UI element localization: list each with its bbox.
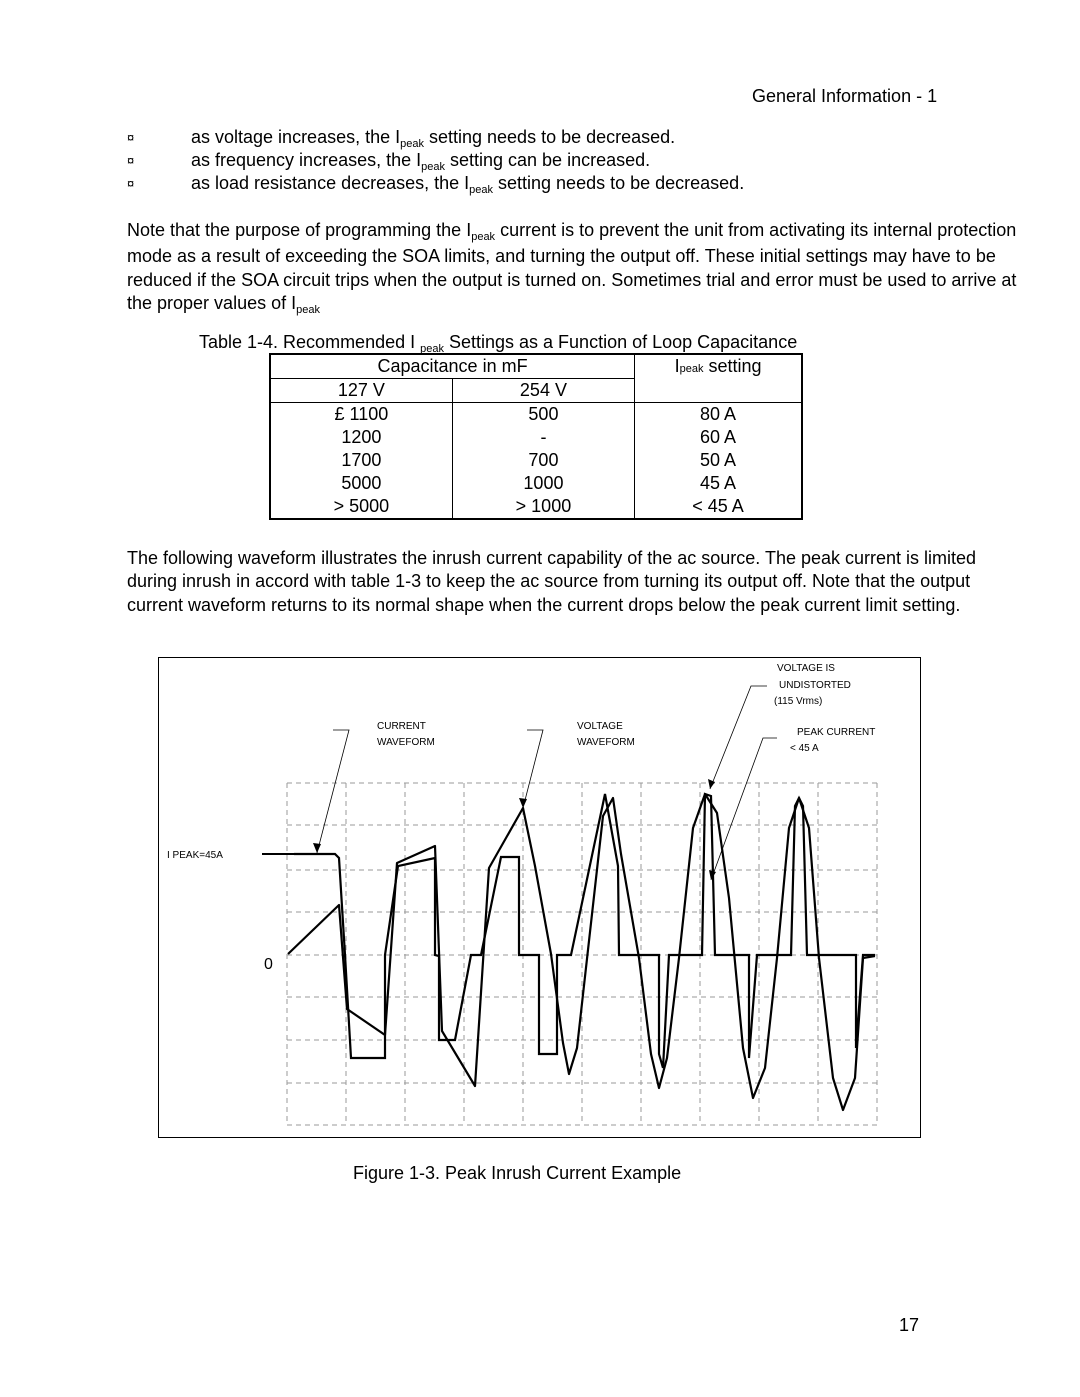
bullet-text bbox=[191, 127, 675, 148]
header-254v: 254 V bbox=[452, 379, 634, 403]
cell-127v: 1200 bbox=[341, 427, 382, 447]
bullet-text-part: as load resistance decreases, the I bbox=[191, 173, 470, 193]
cell-254v: 1000 bbox=[452, 472, 634, 495]
cell-ipeak: < 45 A bbox=[635, 495, 802, 519]
caption-text: Table 1-4. Recommended I bbox=[199, 332, 421, 352]
subscript: peak bbox=[400, 138, 424, 150]
waveform-paragraph: The following waveform illustrates the inrush current capability of the ac source. The peak current is limited during inrush in accord with table 1-3 to keep the ac source from turning its output off. Note that the output current waveform returns to its normal shape when the current drops below the peak current limit setting. bbox=[127, 548, 977, 615]
subscript: peak bbox=[421, 161, 445, 173]
table-row bbox=[270, 449, 802, 472]
cell-127v: > 5000 bbox=[333, 496, 390, 516]
header-127v: 127 V bbox=[270, 379, 452, 403]
note-text: current is to prevent the unit from activating its internal protection mode as a result of exceeding the SOA limits, and turning the output off. These initial settings may have to be reduced if the SOA circuit trips when the output is turned on. Sometimes trial and error must be used to arrive at the proper values of I bbox=[127, 220, 1017, 313]
page-number: 17 bbox=[899, 1315, 920, 1335]
subscript: peak bbox=[471, 231, 496, 243]
label-voltage-waveform: WAVEFORM bbox=[577, 737, 635, 748]
bullet-text bbox=[191, 150, 650, 171]
note-text: Note that the purpose of programming the I bbox=[127, 220, 472, 240]
capacitance-table bbox=[269, 353, 803, 520]
note-paragraph bbox=[127, 219, 1027, 318]
label-current-waveform: WAVEFORM bbox=[377, 737, 435, 748]
label-zero: 0 bbox=[264, 956, 273, 973]
header-ipeak-text: I bbox=[674, 356, 680, 376]
table-row bbox=[270, 403, 802, 427]
cell-127v: 5000 bbox=[341, 473, 382, 493]
label-peak-limit: < 45 A bbox=[790, 743, 819, 754]
bullet-symbol: ¤ bbox=[127, 176, 135, 191]
cell-254v: - bbox=[452, 426, 634, 449]
bullet-text-part: setting needs to be decreased. bbox=[423, 127, 676, 147]
cell-ipeak: 80 A bbox=[635, 403, 802, 427]
waveform-figure bbox=[158, 657, 921, 1138]
table-row bbox=[270, 426, 802, 449]
cell-127v: 1700 bbox=[341, 450, 382, 470]
figure-caption: Figure 1-3. Peak Inrush Current Example bbox=[353, 1163, 682, 1183]
bullet-text-part: setting needs to be decreased. bbox=[493, 173, 745, 193]
subscript: peak bbox=[679, 363, 704, 375]
bullet-text-part: setting can be increased. bbox=[444, 150, 651, 170]
subscript: peak bbox=[469, 184, 494, 196]
label-ipeak: I PEAK=45A bbox=[167, 850, 223, 861]
cell-ipeak: 45 A bbox=[635, 472, 802, 495]
figure-labels bbox=[167, 663, 875, 973]
bullet-text bbox=[191, 173, 744, 194]
table-row bbox=[270, 495, 802, 519]
page-header: General Information - 1 bbox=[752, 86, 938, 106]
header-ipeak-text: setting bbox=[703, 356, 762, 376]
header-ipeak bbox=[635, 354, 802, 403]
table-row bbox=[270, 472, 802, 495]
cell-254v: 700 bbox=[452, 449, 634, 472]
header-capacitance: Capacitance in mF bbox=[270, 354, 635, 379]
bullet-text-part: as frequency increases, the I bbox=[191, 150, 422, 170]
arrowheads bbox=[313, 779, 716, 880]
cell-254v: 500 bbox=[452, 403, 634, 427]
cell-254v: > 1000 bbox=[452, 495, 634, 519]
cell-ipeak: 60 A bbox=[635, 426, 802, 449]
bullet-text-part: as voltage increases, the I bbox=[191, 127, 401, 147]
label-undistorted: UNDISTORTED bbox=[779, 680, 851, 691]
label-current: CURRENT bbox=[377, 721, 426, 732]
label-voltage: VOLTAGE bbox=[577, 721, 623, 732]
bullet-symbol: ¤ bbox=[127, 130, 135, 145]
subscript: peak bbox=[296, 303, 320, 316]
cell-127v: £ 1100 bbox=[334, 404, 389, 424]
waveform-svg bbox=[159, 658, 922, 1139]
caption-text: Settings as a Function of Loop Capacitance bbox=[443, 332, 798, 352]
label-voltage-is: VOLTAGE IS bbox=[777, 663, 835, 674]
label-vrms: (115 Vrms) bbox=[774, 696, 823, 707]
subscript: peak bbox=[420, 343, 444, 355]
cell-ipeak: 50 A bbox=[635, 449, 802, 472]
bullet-symbol: ¤ bbox=[127, 153, 135, 168]
table-caption bbox=[199, 332, 797, 353]
label-peak-current: PEAK CURRENT bbox=[797, 727, 876, 738]
